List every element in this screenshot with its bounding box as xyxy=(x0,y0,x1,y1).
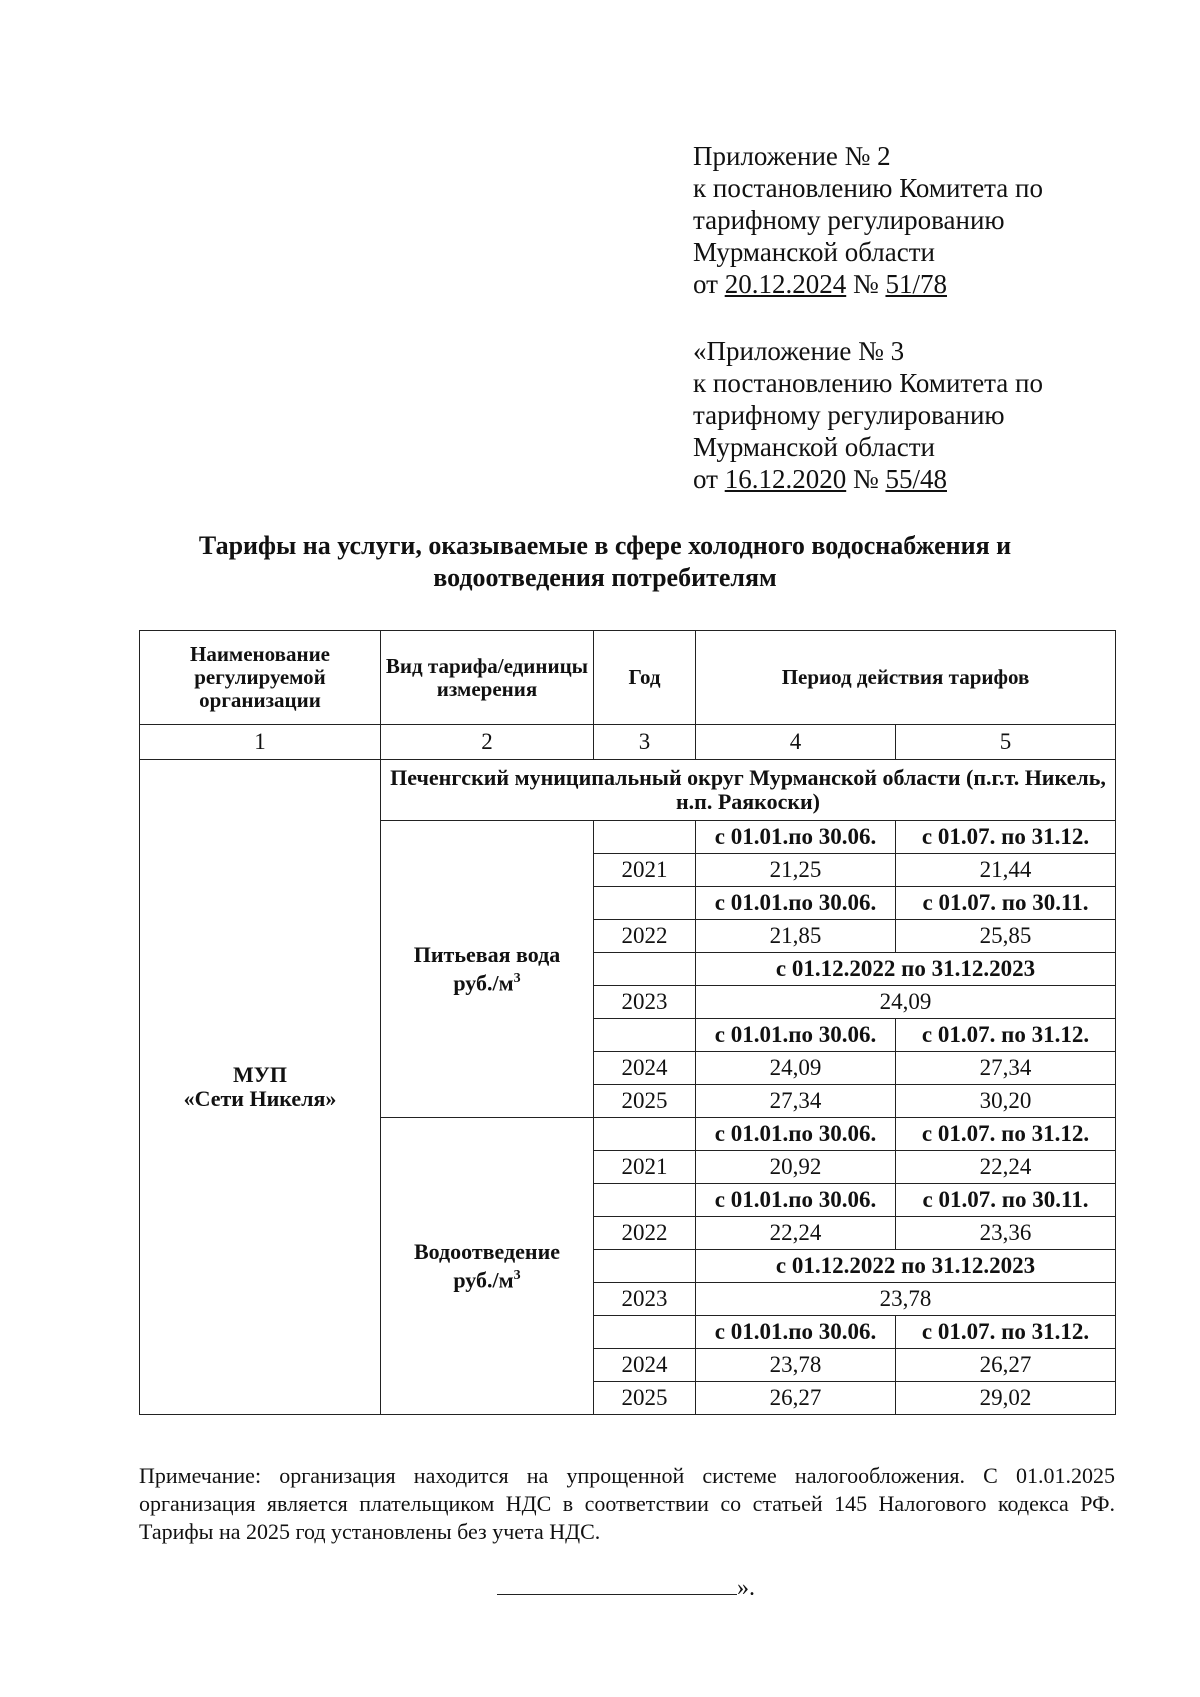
service-unit xyxy=(381,1264,593,1292)
period-start-cell: с 01.01.по 30.06. xyxy=(696,1019,896,1052)
service-name: Питьевая вода xyxy=(413,941,561,967)
appendix-2-date-prefix: от xyxy=(693,269,725,299)
column-number: 5 xyxy=(896,725,1116,760)
service-name: Водоотведение xyxy=(413,1238,561,1264)
note: Примечание: организация находится на упрощенной системе налогообложения. С 01.01.2025 организация является плательщиком НДС в соответствии со статьей 145 Налогового кодекса РФ. Тарифы на 2025 год установлены без учета НДС. xyxy=(139,1463,1115,1544)
tariff-value-second-half: 25,85 xyxy=(896,920,1116,953)
tariff-value-second-half: 23,36 xyxy=(896,1217,1116,1250)
year-cell xyxy=(594,1019,696,1052)
period-start-cell: с 01.01.по 30.06. xyxy=(696,1118,896,1151)
appendix-3-line1: «Приложение № 3 xyxy=(693,336,905,366)
year-cell: 2025 xyxy=(594,1382,696,1415)
region-name: Печенгский муниципальный округ Мурманской области (п.г.т. Никель, н.п. Раякоски) xyxy=(381,760,1116,821)
appendix-3-date-prefix: от xyxy=(693,464,725,494)
tariff-value-second-half: 26,27 xyxy=(896,1349,1116,1382)
year-cell xyxy=(594,1184,696,1217)
tariff-value-first-half: 26,27 xyxy=(696,1382,896,1415)
closing-line xyxy=(497,1572,755,1602)
appendix-3-line2: к постановлению Комитета по xyxy=(693,368,1043,398)
appendix-3-date-line xyxy=(693,463,1133,495)
header-row xyxy=(140,631,1116,725)
year-cell: 2024 xyxy=(594,1052,696,1085)
appendix-3-header xyxy=(693,335,1133,495)
appendix-2-number-prefix: № xyxy=(846,269,886,299)
period-span-cell: с 01.12.2022 по 31.12.2023 xyxy=(696,953,1116,986)
appendix-3-number-prefix: № xyxy=(846,464,886,494)
appendix-2-number: 51/78 xyxy=(885,269,947,299)
tariff-value-span: 24,09 xyxy=(696,986,1116,1019)
period-end-cell: с 01.07. по 31.12. xyxy=(896,1316,1116,1349)
appendix-3-number: 55/48 xyxy=(885,464,947,494)
service-unit-base: руб./м xyxy=(453,970,514,996)
year-cell xyxy=(594,1250,696,1283)
tariff-value-first-half: 21,25 xyxy=(696,854,896,887)
year-cell: 2021 xyxy=(594,854,696,887)
column-number: 2 xyxy=(381,725,594,760)
service-unit xyxy=(381,967,593,995)
tariff-value-second-half: 27,34 xyxy=(896,1052,1116,1085)
closing-quote: ». xyxy=(737,1575,755,1601)
period-start-cell: с 01.01.по 30.06. xyxy=(696,1184,896,1217)
tariff-value-second-half: 30,20 xyxy=(896,1085,1116,1118)
period-end-cell: с 01.07. по 31.12. xyxy=(896,1019,1116,1052)
year-cell: 2023 xyxy=(594,1283,696,1316)
period-end-cell: с 01.07. по 31.12. xyxy=(896,1118,1116,1151)
document-title: Тарифы на услуги, оказываемые в сфере холодного водоснабжения и водоотведения потребителям xyxy=(198,531,1012,592)
period-start-cell: с 01.01.по 30.06. xyxy=(696,1316,896,1349)
tariff-value-first-half: 23,78 xyxy=(696,1349,896,1382)
year-cell xyxy=(594,953,696,986)
tariff-value-second-half: 29,02 xyxy=(896,1382,1116,1415)
year-cell: 2024 xyxy=(594,1349,696,1382)
period-start-cell: с 01.01.по 30.06. xyxy=(696,887,896,920)
tariff-value-first-half: 20,92 xyxy=(696,1151,896,1184)
organization-line1: МУП xyxy=(232,1062,288,1087)
tariff-value-second-half: 21,44 xyxy=(896,854,1116,887)
appendix-2-date-line xyxy=(693,268,1133,300)
column-number: 1 xyxy=(140,725,381,760)
service-cell xyxy=(381,1118,594,1415)
header-year: Год xyxy=(594,631,696,725)
year-cell: 2023 xyxy=(594,986,696,1019)
appendix-3-line4: Мурманской области xyxy=(693,432,935,462)
appendix-2-date: 20.12.2024 xyxy=(724,269,847,299)
appendix-2-header xyxy=(693,140,1133,300)
service-unit-exponent: 3 xyxy=(513,1267,521,1283)
year-cell: 2022 xyxy=(594,1217,696,1250)
region-row xyxy=(140,760,1116,821)
year-cell xyxy=(594,1118,696,1151)
year-cell: 2022 xyxy=(594,920,696,953)
appendix-2-line4: Мурманской области xyxy=(693,237,935,267)
period-start-cell: с 01.01.по 30.06. xyxy=(696,821,896,854)
appendix-2-line2: к постановлению Комитета по xyxy=(693,173,1043,203)
appendix-3-line3: тарифному регулированию xyxy=(693,400,1005,430)
tariff-value-span: 23,78 xyxy=(696,1283,1116,1316)
period-end-cell: с 01.07. по 30.11. xyxy=(896,887,1116,920)
column-number-row xyxy=(140,725,1116,760)
organization-line2: «Сети Никеля» xyxy=(183,1086,337,1111)
tariff-value-second-half: 22,24 xyxy=(896,1151,1116,1184)
tariff-value-first-half: 24,09 xyxy=(696,1052,896,1085)
service-cell xyxy=(381,821,594,1118)
service-unit-exponent: 3 xyxy=(513,970,521,986)
year-cell xyxy=(594,1316,696,1349)
appendix-2-line3: тарифному регулированию xyxy=(693,205,1005,235)
column-number: 4 xyxy=(696,725,896,760)
appendix-3-date: 16.12.2020 xyxy=(724,464,847,494)
appendix-2-line1: Приложение № 2 xyxy=(693,141,891,171)
header-tariff-type: Вид тарифа/единицы измерения xyxy=(381,631,594,725)
header-period: Период действия тарифов xyxy=(696,631,1116,725)
period-end-cell: с 01.07. по 30.11. xyxy=(896,1184,1116,1217)
column-number: 3 xyxy=(594,725,696,760)
service-unit-base: руб./м xyxy=(453,1267,514,1293)
closing-underline xyxy=(497,1572,737,1595)
period-span-cell: с 01.12.2022 по 31.12.2023 xyxy=(696,1250,1116,1283)
organization-cell xyxy=(140,760,381,1415)
tariff-value-first-half: 21,85 xyxy=(696,920,896,953)
tariff-value-first-half: 22,24 xyxy=(696,1217,896,1250)
tariffs-table xyxy=(139,630,1116,1415)
year-cell xyxy=(594,821,696,854)
header-organization: Наименование регулируемой организации xyxy=(140,631,381,725)
year-cell: 2021 xyxy=(594,1151,696,1184)
year-cell: 2025 xyxy=(594,1085,696,1118)
year-cell xyxy=(594,887,696,920)
tariff-value-first-half: 27,34 xyxy=(696,1085,896,1118)
period-end-cell: с 01.07. по 31.12. xyxy=(896,821,1116,854)
